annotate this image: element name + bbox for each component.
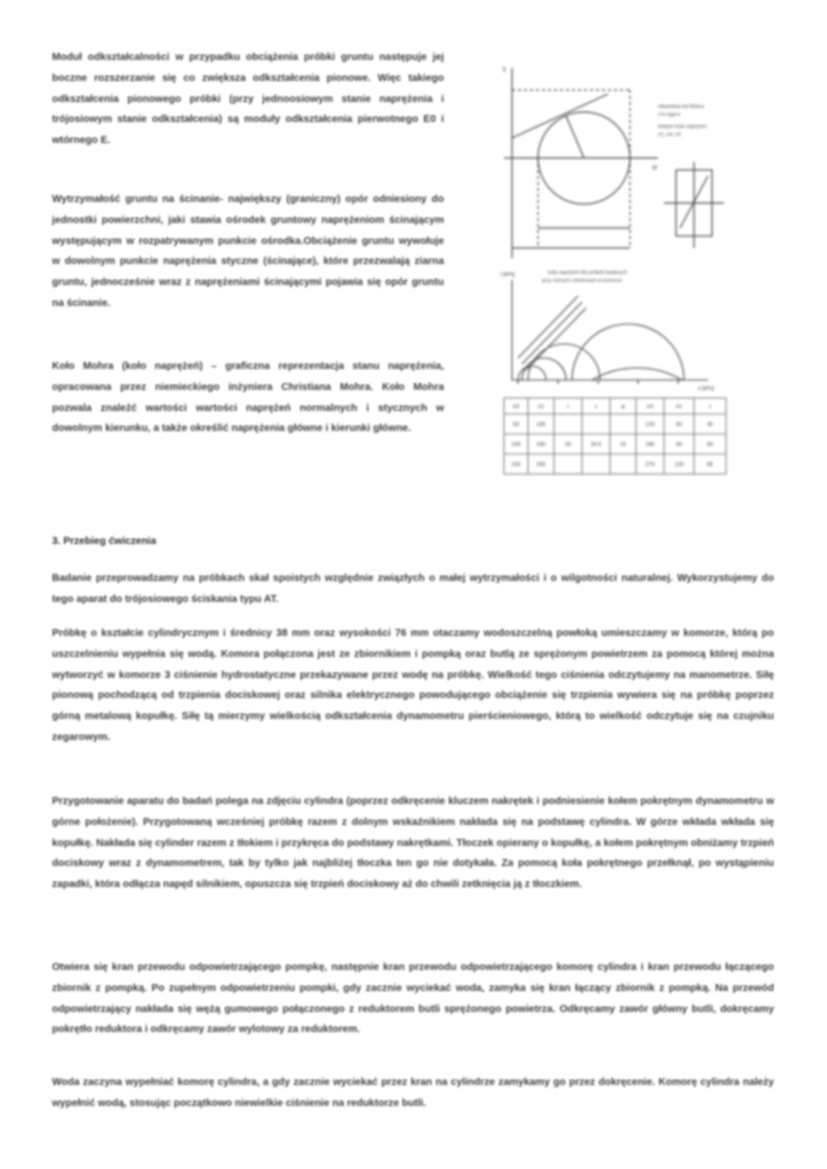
chart-caption-1: koła naprężeń dla próbek badanych: [548, 270, 628, 276]
sigma-label: σ: [652, 163, 658, 172]
table-cell: 15: [619, 442, 627, 448]
table-cell: 185: [645, 442, 655, 448]
circle-2: [528, 344, 600, 380]
table-header-cell: c: [594, 404, 598, 410]
legend-2: τ=σ·tgφ+c: [658, 112, 681, 118]
table-cell: 85: [706, 462, 714, 468]
table-cell: 100: [511, 442, 521, 448]
paragraph-filling: Woda zaczyna wypełniać komorę cylindra, a gdy zacznie wyciekać przez kran na cylindrze zamykamy go przez dokręcenie. Komorę cylindra należy wypełnić wodą, stosując początkowo niewielkie ciśnienie na reduktorze butli.: [52, 1077, 774, 1109]
table-header-cell: σ3: [646, 404, 654, 410]
big-circle: [592, 368, 682, 380]
mohr-figure: [498, 58, 748, 488]
table-cell: 290: [536, 442, 546, 448]
table-cell: 150: [511, 462, 521, 468]
table-cell: 25: [564, 442, 572, 448]
table-header-cell: τ: [566, 404, 570, 410]
mohr-circle-diagram: [504, 68, 724, 258]
section-heading: 3. Przebieg ćwiczenia: [52, 536, 157, 547]
table-cell: 125: [645, 422, 655, 428]
paragraph-preparation: Przygotowanie aparatu do badań polega na zdjęciu cylindra (poprzez odkręcenie kluczem nakrętek i podniesienie kołem pokrętnym dynamometru w górne położenie). Przygotowaną wcześniej próbkę razem z dolnym wskaźnikiem nakłada się na podstawę cylindra. W górze wkłada wkłada się kopułkę. Nakłada się cylinder razem z tłokiem i przykręca do podstawy nakrętkami. Tłoczek opierany o kopułkę, a kołem pokrętnym obniżamy trzpień dociskowy wraz z dynamometrem, tak by tylko jak najbliżej tłoczka ten go nie dotykała. Za pomocą koła pokrętnego przełknął, po wystąpieniu zapadki, która odłącza napęd silnikiem, opuszcza się trzpień dociskowy aż do chwili zetknięcia ją z tłoczkiem.: [52, 796, 774, 891]
table-cell: 270: [645, 462, 655, 468]
legend-1: obwiednia kół Mohra: [658, 104, 704, 110]
table-header-cell: σ3: [512, 404, 520, 410]
paragraph-shear-strength: Wytrzymałość gruntu na ścinanie- największy (graniczny) opór odniesiony do jednostki powierzchni, jaki stawia ośrodek gruntowy naprężeniom ścinającym występującym w rozpatrywanym punkcie ośrodka.Obciążenie gruntu wywołuje w dowolnym punkcie naprężenia styczne (ścinające), które przezwalają ziarna gruntu, jednocześnie wraz z naprężeniami ścinającymi pojawia się opór gruntu na ścinanie.: [52, 194, 444, 309]
paragraph-mohr-circle: Koło Mohra (koło naprężeń) – graficzna reprezentacja stanu naprężenia, opracowana przez niemieckiego inżyniera Christiana Mohra. Koło Mohra pozwala znaleźć wartości wartości naprężeń normalnych i stycznych w dowolnym kierunku, a także określić naprężenia główne i kierunki główne.: [52, 361, 444, 435]
table-cell: 60: [706, 442, 714, 448]
chart-y-unit: τ [kPa]: [500, 272, 515, 278]
legend-3: kolejne koła naprężeń: [658, 124, 707, 130]
legend-4: σ1, σ3, σ2: [658, 132, 682, 138]
circle-5: [572, 324, 684, 380]
table-cell: 95: [675, 442, 683, 448]
table-cell: 185: [536, 422, 546, 428]
chart-envelope-3: [526, 308, 586, 370]
table-header-cell: σ1: [537, 404, 545, 410]
envelope-line: [512, 94, 608, 138]
chart-caption-2: przy różnych ciśnieniach w komorze: [542, 278, 623, 284]
table-cell: 50: [512, 422, 520, 428]
table-header-cell: τ: [708, 404, 712, 410]
table-header-cell: σ1: [675, 404, 683, 410]
table-cell: 40: [706, 422, 714, 428]
paragraph-sample: Próbkę o kształcie cylindrycznym i średnicy 38 mm oraz wysokości 76 mm otaczamy wodoszczelną powłoką umieszczamy w komorze, którą po uszczelnieniu wypełnia się wodą. Komora połączona jest ze zbiornikiem i pompką oraz butlą ze sprężonym powietrzem za pomocą której można wytworzyć w komorze 3 ciśnienie hydrostatyczne przekazywane przez wodę na próbkę. Wielkość tego ciśnienia odczytujemy na manometrze. Siłę pionową pochodzącą od trzpienia dociskowej oraz silnika elektrycznego powodującego obciążenie się trzpienia wywiera się na próbkę poprzez górną metalową kopułkę. Siłę tą mierzymy wielkością odkształcenia dynamometru pierścieniowego, którą to wielkość odczytuje się na czujniku zegarowym.: [52, 628, 774, 743]
radius-line: [566, 116, 584, 158]
paragraph-intro: Badanie przeprowadzamy na próbkach skał spoistych względnie związłych o małej wytrzymałości i o wilgotności naturalnej. Wykorzystujemy do tego aparat do trójosiowego ściskania typu AT.: [52, 573, 774, 605]
chart-envelope-1: [518, 296, 578, 358]
paragraph-venting: Otwiera się kran przewodu odpowietrzającego pompkę, następnie kran przewodu odpowietrzającego komorę cylindra i kran przewodu łączącego zbiornik z pompką. Po zupełnym odpowietrzeniu pompki, gdy zacznie wyciekać woda, zamyka się kran łączący zbiornik z pompką. Na przewód odpowietrzający nakłada się wężą gumowego połączonego z reduktorem butli sprężonego powietrza. Odkręcamy zawór główny butli, dokręcamy pokrętło reduktora i odkręcamy zawór wylotowy za reduktorem.: [52, 962, 774, 1036]
chart-x-unit: σ [kPa]: [698, 386, 714, 392]
table-header-cell: φ: [621, 404, 625, 410]
table-cell: 60: [675, 422, 683, 428]
table-cell: 120: [674, 462, 684, 468]
mohr-diagram-svg: [498, 58, 748, 488]
mohr-circles-chart: [512, 280, 708, 384]
table-cell: 395: [536, 462, 546, 468]
table-cell: 26.5: [590, 442, 602, 448]
chart-envelope-2: [522, 302, 582, 364]
tau-label: τ: [502, 65, 507, 74]
paragraph-modulus: Moduł odkształcalności w przypadku obciążenia próbki gruntu następuje jej boczne rozszerzanie się co zwiększa odkształcenia pionowe. Więc takiego odkształcenia pionowego próbki (przy jednoosiowym stanie naprężenia i trójosiowym stanie odkształcenia) są moduły odkształcenia pierwotnego E0 i wtórnego E.: [52, 52, 444, 147]
